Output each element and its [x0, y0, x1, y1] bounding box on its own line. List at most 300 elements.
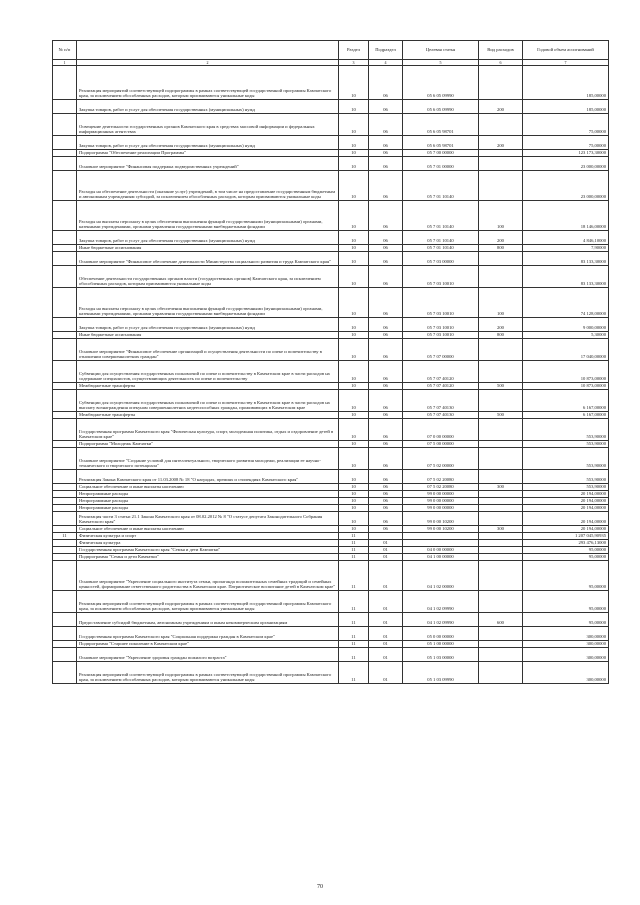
row-amount: 23 000,00000 — [523, 157, 609, 171]
row-target-article: 05 1 03 09990 — [403, 662, 479, 684]
row-subsection: 06 — [369, 136, 403, 150]
column-index: 5 — [403, 60, 479, 66]
row-target-article: 07 5 02 20080 — [403, 470, 479, 484]
table-row — [53, 498, 609, 505]
row-section: 11 — [339, 591, 369, 613]
row-expense-type: 300 — [479, 484, 523, 491]
row-subsection: 06 — [369, 498, 403, 505]
row-subsection: 06 — [369, 318, 403, 332]
row-expense-type — [479, 157, 523, 171]
row-amount: 6 167,00000 — [523, 412, 609, 419]
row-name: Закупка товаров, работ и услуг для обеспечения государственных (муниципальных) нужд — [77, 231, 339, 245]
row-number — [53, 540, 77, 547]
row-target-article: 05 7 07 00000 — [403, 339, 479, 361]
row-subsection: 01 — [369, 547, 403, 554]
row-subsection: 06 — [369, 448, 403, 470]
row-amount: 553,90000 — [523, 441, 609, 448]
row-expense-type: 800 — [479, 332, 523, 339]
row-subsection: 06 — [369, 150, 403, 157]
row-name: Субвенции для осуществления государственных полномочий по опеке и попечительству в Камчатском крае в части расходов на содержание специалистов, осуществляющих деятельность по опеке и попечительству — [77, 361, 339, 383]
table-row — [53, 641, 609, 648]
table-row — [53, 66, 609, 100]
table-row — [53, 339, 609, 361]
row-target-article: 99 0 00 10200 — [403, 512, 479, 526]
row-name: Расходы на выплаты персоналу в целях обеспечения выполнения функций государственными (муниципальными) органами, казенными учреждениями, органами управления государственными внебюджетными фондами — [77, 201, 339, 231]
row-expense-type — [479, 547, 523, 554]
row-amount: 553,90000 — [523, 448, 609, 470]
row-section: 10 — [339, 266, 369, 288]
row-subsection: 06 — [369, 157, 403, 171]
row-number — [53, 332, 77, 339]
row-subsection: 06 — [369, 266, 403, 288]
row-expense-type — [479, 441, 523, 448]
row-number — [53, 613, 77, 627]
table-row — [53, 361, 609, 383]
row-name: Реализация мероприятий соответствующей подпрограммы в рамках соответствующей государственной программы Камчатского края, за исключением обособленных расходов, которым присваиваются уникальные коды — [77, 662, 339, 684]
row-target-article: 07 5 02 20080 — [403, 484, 479, 491]
row-expense-type — [479, 448, 523, 470]
row-subsection: 06 — [369, 383, 403, 390]
row-amount: 293 476,13000 — [523, 540, 609, 547]
column-index: 1 — [53, 60, 77, 66]
row-subsection: 06 — [369, 114, 403, 136]
row-expense-type — [479, 540, 523, 547]
table-row — [53, 540, 609, 547]
row-target-article: 05 7 07 40120 — [403, 361, 479, 383]
row-section: 10 — [339, 526, 369, 533]
row-target-article: 07 5 02 00000 — [403, 448, 479, 470]
row-subsection: 01 — [369, 554, 403, 561]
row-target-article: 05 7 01 10140 — [403, 201, 479, 231]
row-section: 10 — [339, 66, 369, 100]
row-subsection: 06 — [369, 245, 403, 252]
row-section: 10 — [339, 150, 369, 157]
table-row — [53, 526, 609, 533]
row-expense-type — [479, 498, 523, 505]
table-row — [53, 157, 609, 171]
row-target-article: 04 1 00 00000 — [403, 554, 479, 561]
row-subsection: 01 — [369, 641, 403, 648]
table-row — [53, 491, 609, 498]
row-subsection: 06 — [369, 66, 403, 100]
row-target-article: 99 0 00 10200 — [403, 526, 479, 533]
row-amount: 5,30000 — [523, 332, 609, 339]
row-subsection: 01 — [369, 613, 403, 627]
row-number — [53, 114, 77, 136]
table-row — [53, 547, 609, 554]
row-target-article: 99 0 00 00000 — [403, 505, 479, 512]
header-section: Раздел — [339, 41, 369, 60]
header-number: № п/п — [53, 41, 77, 60]
row-expense-type — [479, 591, 523, 613]
row-number — [53, 662, 77, 684]
header-expense-type: Вид расходов — [479, 41, 523, 60]
row-amount: 1 207 045,90935 — [523, 533, 609, 540]
row-subsection: 06 — [369, 339, 403, 361]
row-target-article: 05 0 00 00000 — [403, 627, 479, 641]
table-row — [53, 505, 609, 512]
row-section: 10 — [339, 171, 369, 201]
row-amount: 95,00000 — [523, 613, 609, 627]
row-number — [53, 245, 77, 252]
row-number — [53, 361, 77, 383]
row-name: Подпрограмма "Семья и дети Камчатки" — [77, 554, 339, 561]
row-amount: 95,00000 — [523, 554, 609, 561]
row-subsection: 06 — [369, 100, 403, 114]
row-section: 10 — [339, 252, 369, 266]
row-number — [53, 441, 77, 448]
row-name: Основное мероприятие "Создание условий для интеллектуального, творческого развития молодежи, реализации ее научно-технического и творческого потенциала" — [77, 448, 339, 470]
row-name: Социальное обеспечение и иные выплаты населению — [77, 526, 339, 533]
row-expense-type — [479, 150, 523, 157]
row-expense-type — [479, 641, 523, 648]
row-amount: 123 173,30000 — [523, 150, 609, 157]
row-number — [53, 171, 77, 201]
row-subsection — [369, 533, 403, 540]
row-section: 10 — [339, 136, 369, 150]
row-expense-type: 200 — [479, 100, 523, 114]
row-name: Реализация части 3 статьи 21.1 Закона Камчатского края от 08.02.2012 № 8 "О статусе депутата Законодательного Собрания Камчатского края" — [77, 512, 339, 526]
row-expense-type: 800 — [479, 245, 523, 252]
row-name: Социальное обеспечение и иные выплаты населению — [77, 484, 339, 491]
row-subsection: 01 — [369, 627, 403, 641]
row-expense-type — [479, 533, 523, 540]
row-number: 11 — [53, 533, 77, 540]
row-section: 10 — [339, 491, 369, 498]
table-row — [53, 332, 609, 339]
row-amount: 185,00000 — [523, 100, 609, 114]
row-target-article: 05 6 05 09990 — [403, 66, 479, 100]
row-subsection: 06 — [369, 332, 403, 339]
row-target-article: 05 1 00 00000 — [403, 641, 479, 648]
row-target-article: 05 7 01 10140 — [403, 171, 479, 201]
row-expense-type: 100 — [479, 201, 523, 231]
row-number — [53, 383, 77, 390]
table-row — [53, 114, 609, 136]
row-section: 10 — [339, 448, 369, 470]
row-name: Обеспечение деятельности государственных органов власти (государственных органов) Камчатского края, за исключением обособленных расходов, которым присваиваются уникальные коды — [77, 266, 339, 288]
table-row — [53, 171, 609, 201]
row-expense-type: 200 — [479, 136, 523, 150]
row-expense-type — [479, 512, 523, 526]
row-target-article: 99 0 00 00000 — [403, 491, 479, 498]
header-name — [77, 41, 339, 60]
row-expense-type — [479, 561, 523, 591]
row-number — [53, 136, 77, 150]
row-name: Основное мероприятие "Укрепление здоровья граждан пожилого возраста" — [77, 648, 339, 662]
row-name: Физическая культура и спорт — [77, 533, 339, 540]
row-name: Межбюджетные трансферты — [77, 412, 339, 419]
row-number — [53, 561, 77, 591]
row-target-article: 99 0 00 00000 — [403, 498, 479, 505]
row-subsection: 06 — [369, 201, 403, 231]
page-number: 70 — [317, 884, 323, 890]
row-expense-type — [479, 470, 523, 484]
row-subsection: 06 — [369, 484, 403, 491]
row-target-article: 05 7 03 10010 — [403, 318, 479, 332]
table-row — [53, 484, 609, 491]
row-target-article: 05 7 07 40130 — [403, 390, 479, 412]
table-row — [53, 383, 609, 390]
row-section: 10 — [339, 470, 369, 484]
row-subsection: 06 — [369, 419, 403, 441]
row-amount: 83 133,30000 — [523, 252, 609, 266]
row-name: Непрограммные расходы — [77, 491, 339, 498]
row-number — [53, 470, 77, 484]
row-subsection: 06 — [369, 512, 403, 526]
row-amount: 553,90000 — [523, 484, 609, 491]
row-number — [53, 339, 77, 361]
row-name: Субвенции для осуществления государственных полномочий по опеке и попечительству в Камчатском крае в части расходов на выплату вознаграждения опекунам совершеннолетних недееспособных граждан, проживающих в Камчатском крае — [77, 390, 339, 412]
row-name: Государственная программа Камчатского края "Социальная поддержка граждан в Камчатском крае" — [77, 627, 339, 641]
row-expense-type: 200 — [479, 318, 523, 332]
row-section: 10 — [339, 231, 369, 245]
row-amount: 95,00000 — [523, 547, 609, 554]
row-name: Закупка товаров, работ и услуг для обеспечения государственных (муниципальных) нужд — [77, 136, 339, 150]
row-amount: 300,00000 — [523, 641, 609, 648]
row-target-article: 05 7 03 10010 — [403, 288, 479, 318]
header-subsection: Подраздел — [369, 41, 403, 60]
row-subsection: 01 — [369, 561, 403, 591]
row-name: Подпрограмма "Обеспечение реализации Программы" — [77, 150, 339, 157]
row-subsection: 06 — [369, 171, 403, 201]
row-amount: 95,00000 — [523, 591, 609, 613]
row-expense-type — [479, 662, 523, 684]
row-target-article: 05 7 03 00000 — [403, 252, 479, 266]
row-expense-type — [479, 266, 523, 288]
row-section: 10 — [339, 157, 369, 171]
row-number — [53, 100, 77, 114]
row-number — [53, 648, 77, 662]
table-row — [53, 554, 609, 561]
row-section: 10 — [339, 441, 369, 448]
row-subsection: 06 — [369, 412, 403, 419]
row-number — [53, 491, 77, 498]
row-section: 11 — [339, 554, 369, 561]
row-name: Государственная программа Камчатского края "Семья и дети Камчатки" — [77, 547, 339, 554]
row-target-article: 05 1 03 00000 — [403, 648, 479, 662]
row-amount: 20 194,00000 — [523, 505, 609, 512]
row-expense-type — [479, 252, 523, 266]
row-target-article: 05 7 01 10140 — [403, 245, 479, 252]
row-amount: 23 000,00000 — [523, 171, 609, 201]
row-subsection: 06 — [369, 491, 403, 498]
row-expense-type — [479, 554, 523, 561]
row-section: 10 — [339, 512, 369, 526]
budget-table — [52, 40, 609, 684]
row-expense-type — [479, 339, 523, 361]
row-number — [53, 484, 77, 491]
row-name: Расходы на выплаты персоналу в целях обеспечения выполнения функций государственными (муниципальными) органами, казенными учреждениями, органами управления государственными внебюджетными фондами — [77, 288, 339, 318]
row-amount: 17 040,00000 — [523, 339, 609, 361]
row-amount: 4 846,10000 — [523, 231, 609, 245]
header-target-article: Целевая статья — [403, 41, 479, 60]
row-expense-type: 500 — [479, 412, 523, 419]
row-target-article: 07 5 00 00000 — [403, 441, 479, 448]
row-expense-type — [479, 648, 523, 662]
row-number — [53, 318, 77, 332]
row-number — [53, 412, 77, 419]
row-amount: 20 194,00000 — [523, 512, 609, 526]
row-name: Основное мероприятие "Финансовая поддержка подведомственных учреждений" — [77, 157, 339, 171]
row-section: 11 — [339, 648, 369, 662]
table-row — [53, 470, 609, 484]
row-number — [53, 266, 77, 288]
row-amount: 74 128,00000 — [523, 288, 609, 318]
row-target-article: 05 7 01 10140 — [403, 231, 479, 245]
row-expense-type — [479, 390, 523, 412]
row-subsection: 06 — [369, 252, 403, 266]
row-name: Основное мероприятие "Укрепление социального института семьи, пропаганда положительных семейных традиций и семейных ценностей, формирование ответственного родительства в Камчатском крае. Патриотическое воспитание детей в Камчатском крае" — [77, 561, 339, 591]
row-amount: 10 873,00000 — [523, 361, 609, 383]
row-name: Физическая культура — [77, 540, 339, 547]
row-expense-type — [479, 114, 523, 136]
row-target-article: 05 6 05 98701 — [403, 114, 479, 136]
row-section: 10 — [339, 100, 369, 114]
row-name: Подпрограмма "Старшее поколение в Камчатском крае" — [77, 641, 339, 648]
row-name: Иные бюджетные ассигнования — [77, 332, 339, 339]
row-target-article: 05 6 05 98701 — [403, 136, 479, 150]
row-target-article: 04 1 02 00000 — [403, 561, 479, 591]
row-number — [53, 150, 77, 157]
row-subsection: 06 — [369, 505, 403, 512]
row-number — [53, 641, 77, 648]
row-name: Реализация Закона Камчатского края от 11.03.2008 № 18 "О наградах, премиях и стипендиях Камчатского края" — [77, 470, 339, 484]
row-amount: 553,90000 — [523, 470, 609, 484]
row-name: Государственная программа Камчатского края "Физическая культура, спорт, молодежная политика, отдых и оздоровление детей в Камчатском крае" — [77, 419, 339, 441]
row-subsection: 06 — [369, 288, 403, 318]
row-number — [53, 554, 77, 561]
row-section: 10 — [339, 383, 369, 390]
row-name: Непрограммные расходы — [77, 498, 339, 505]
table-row — [53, 390, 609, 412]
row-section: 10 — [339, 318, 369, 332]
row-subsection: 01 — [369, 648, 403, 662]
row-target-article: 04 1 02 09990 — [403, 591, 479, 613]
row-target-article: 05 7 07 40120 — [403, 383, 479, 390]
row-target-article: 05 7 03 10010 — [403, 266, 479, 288]
row-amount: 6 167,00000 — [523, 390, 609, 412]
table-row — [53, 252, 609, 266]
row-expense-type — [479, 491, 523, 498]
row-number — [53, 591, 77, 613]
row-section: 11 — [339, 540, 369, 547]
row-number — [53, 390, 77, 412]
table-row — [53, 136, 609, 150]
row-amount: 75,00000 — [523, 136, 609, 150]
table-row — [53, 448, 609, 470]
table-row — [53, 245, 609, 252]
row-number — [53, 157, 77, 171]
row-target-article — [403, 533, 479, 540]
row-name: Подпрограмма "Молодежь Камчатки" — [77, 441, 339, 448]
table-body — [53, 66, 609, 684]
row-section: 11 — [339, 613, 369, 627]
row-number — [53, 526, 77, 533]
row-number — [53, 505, 77, 512]
row-amount: 83 133,30000 — [523, 266, 609, 288]
row-amount: 300,00000 — [523, 627, 609, 641]
row-number — [53, 627, 77, 641]
row-amount: 20 194,00000 — [523, 491, 609, 498]
row-expense-type: 500 — [479, 383, 523, 390]
row-expense-type: 200 — [479, 231, 523, 245]
table-row — [53, 648, 609, 662]
row-amount: 95,00000 — [523, 561, 609, 591]
row-expense-type — [479, 419, 523, 441]
row-target-article: 05 6 05 09990 — [403, 100, 479, 114]
table-row — [53, 441, 609, 448]
row-name: Межбюджетные трансферты — [77, 383, 339, 390]
row-section: 11 — [339, 627, 369, 641]
table-row — [53, 150, 609, 157]
row-name: Освещение деятельности государственных органов Камчатского края в средствах массовой информации и федеральных информационных агентствах — [77, 114, 339, 136]
row-section: 10 — [339, 245, 369, 252]
header-annual-amount: Годовой объем ассигнований — [523, 41, 609, 60]
row-section: 10 — [339, 419, 369, 441]
table-row — [53, 412, 609, 419]
row-section: 11 — [339, 641, 369, 648]
row-section: 10 — [339, 361, 369, 383]
row-number — [53, 231, 77, 245]
row-amount: 20 194,00000 — [523, 526, 609, 533]
row-number — [53, 66, 77, 100]
row-expense-type: 300 — [479, 526, 523, 533]
row-subsection: 06 — [369, 231, 403, 245]
table-row — [53, 591, 609, 613]
row-amount: 10 873,00000 — [523, 383, 609, 390]
row-section: 11 — [339, 561, 369, 591]
row-section: 10 — [339, 201, 369, 231]
row-target-article: 04 1 02 09990 — [403, 613, 479, 627]
row-target-article: 05 7 07 40130 — [403, 412, 479, 419]
row-number — [53, 512, 77, 526]
table-row — [53, 266, 609, 288]
row-number — [53, 288, 77, 318]
row-expense-type — [479, 627, 523, 641]
row-subsection: 01 — [369, 540, 403, 547]
table-row — [53, 201, 609, 231]
row-number — [53, 498, 77, 505]
table-row — [53, 662, 609, 684]
row-amount: 9 000,00000 — [523, 318, 609, 332]
row-amount: 553,90000 — [523, 419, 609, 441]
row-amount: 20 194,00000 — [523, 498, 609, 505]
row-target-article: 05 7 01 00000 — [403, 157, 479, 171]
row-name: Реализация мероприятий соответствующей подпрограммы в рамках соответствующей государственной программы Камчатского края, за исключением обособленных расходов, которым присваиваются уникальные коды — [77, 66, 339, 100]
table-row — [53, 613, 609, 627]
row-section: 10 — [339, 339, 369, 361]
table-row — [53, 231, 609, 245]
row-number — [53, 252, 77, 266]
row-target-article: 05 7 03 10010 — [403, 332, 479, 339]
row-section: 11 — [339, 662, 369, 684]
table-row — [53, 100, 609, 114]
table-row — [53, 419, 609, 441]
row-target-article: 05 7 00 00000 — [403, 150, 479, 157]
row-name: Иные бюджетные ассигнования — [77, 245, 339, 252]
table-row — [53, 627, 609, 641]
row-number — [53, 448, 77, 470]
row-name: Предоставление субсидий бюджетным, автономным учреждениям и иным некоммерческим организациям — [77, 613, 339, 627]
row-name: Расходы на обеспечение деятельности (оказание услуг) учреждений, в том числе на предоставление государственным бюджетным и автономным учреждениям субсидий, за исключением обособленных расходов, которым присваиваются уникальные коды — [77, 171, 339, 201]
row-expense-type: 100 — [479, 288, 523, 318]
row-target-article — [403, 540, 479, 547]
row-expense-type: 600 — [479, 613, 523, 627]
row-name: Закупка товаров, работ и услуг для обеспечения государственных (муниципальных) нужд — [77, 318, 339, 332]
row-section: 10 — [339, 412, 369, 419]
row-section: 11 — [339, 547, 369, 554]
